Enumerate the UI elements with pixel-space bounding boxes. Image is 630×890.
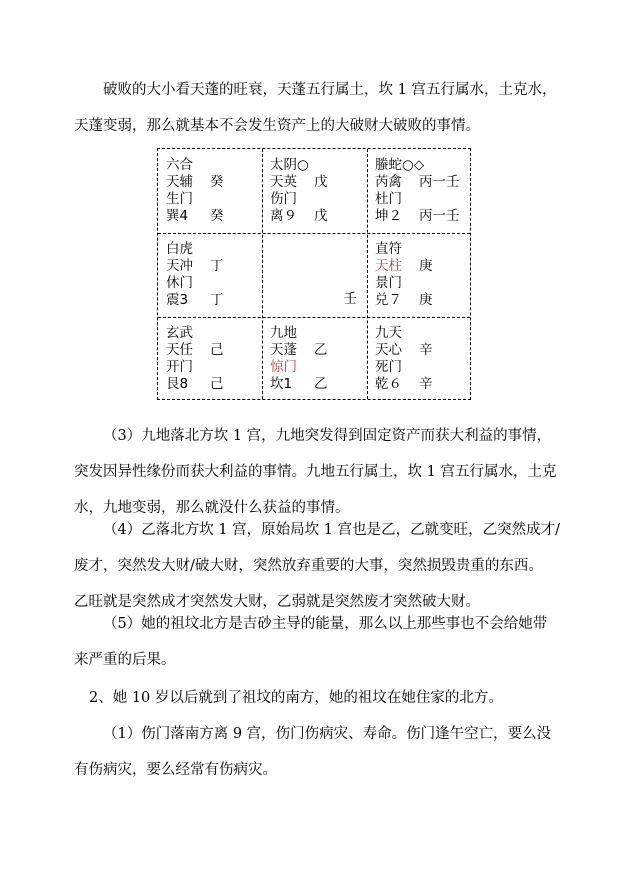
paragraph-5 xyxy=(74,606,570,678)
deity-label: 九天 xyxy=(375,325,402,341)
door-label: 景门 xyxy=(375,275,402,291)
palace-center xyxy=(262,233,367,317)
deity-label: 太阴○ xyxy=(270,157,309,173)
star-label: 天任 xyxy=(166,342,193,358)
s2p1-line-1: （1）伤门落南方离 9 宫，伤门伤病灾、寿命。伤门逢午空亡，要么没 xyxy=(103,726,552,742)
door-label-highlight: 惊门 xyxy=(270,359,297,375)
palace-label: 震3 xyxy=(166,292,189,308)
stem-label: 戊 xyxy=(314,174,328,190)
palace-qian-6 xyxy=(375,325,479,409)
door-label: 开门 xyxy=(166,359,193,375)
palace-li-9 xyxy=(270,157,374,241)
s2-line-1: 2、她 10 岁以后就到了祖坟的南方，她的祖坟在她住家的北方。 xyxy=(89,690,503,706)
paragraph-3 xyxy=(74,418,570,526)
p3-line-3: 水，九地变弱，那么就没什么获益的事情。 xyxy=(74,500,350,516)
stem-label: 癸 xyxy=(210,174,224,190)
palace-kan-1 xyxy=(270,325,374,409)
star-label: 天冲 xyxy=(166,258,193,274)
star-label: 芮禽 xyxy=(375,174,402,190)
stem-label: 丁 xyxy=(210,292,224,308)
p4-line-3: 乙旺就是突然成才突然发大财，乙弱就是突然废才突然破大财。 xyxy=(74,594,480,610)
deity-label: 直符 xyxy=(375,241,402,257)
p3-line-1: （3）九地落北方坎 1 宫，九地突发得到固定资产而获大利益的事情， xyxy=(103,428,552,444)
p3-line-2: 突发因异性缘份而获大利益的事情。九地五行属土，坎 1 宫五行属水，土克 xyxy=(74,464,557,480)
star-label: 天辅 xyxy=(166,174,193,190)
stem-label: 戊 xyxy=(314,208,328,224)
intro-line-2: 天蓬变弱，那么就基本不会发生资产上的大破财大破败的事情。 xyxy=(74,118,480,134)
door-label: 杜门 xyxy=(375,191,402,207)
door-label: 生门 xyxy=(166,191,193,207)
palace-zhen-3 xyxy=(166,241,270,325)
palace-gen-8 xyxy=(166,325,270,409)
palace-kun-2 xyxy=(375,157,479,241)
palace-label: 离９ xyxy=(270,208,297,224)
palace-label: 坤２ xyxy=(375,208,402,224)
stem-label: 己 xyxy=(210,376,224,392)
stem-label: 庚 xyxy=(419,292,433,308)
stem-label: 丙一壬 xyxy=(419,208,460,224)
s2p1-line-2: 有伤病灾，要么经常有伤病灾。 xyxy=(74,762,277,778)
star-label: 天心 xyxy=(375,342,402,358)
palace-xun-4 xyxy=(166,157,270,241)
intro-line-1: 破败的大小看天蓬的旺衰，天蓬五行属土，坎 1 宫五行属水，土克水， xyxy=(103,82,557,98)
p5-line-1: （5）她的祖坟北方是吉砂主导的能量，那么以上那些事也不会给她带 xyxy=(103,616,548,632)
star-label-highlight: 天柱 xyxy=(375,258,402,274)
palace-label: 艮8 xyxy=(166,376,189,392)
center-stem-label: 壬 xyxy=(343,291,357,307)
qimen-grid xyxy=(157,148,471,400)
stem-label: 丙一壬 xyxy=(419,174,460,190)
palace-label: 兑７ xyxy=(375,292,402,308)
star-label: 天蓬 xyxy=(270,342,297,358)
stem-label: 癸 xyxy=(210,208,224,224)
palace-label: 巽4 xyxy=(166,208,189,224)
deity-label: 玄武 xyxy=(166,325,193,341)
paragraph-4 xyxy=(74,512,570,620)
section-2-paragraph-1 xyxy=(74,716,570,788)
door-label: 伤门 xyxy=(270,191,297,207)
intro-paragraph xyxy=(74,72,570,144)
palace-dui-7 xyxy=(375,241,479,325)
palace-label: 坎1 xyxy=(270,376,293,392)
deity-label: 白虎 xyxy=(166,241,193,257)
star-label: 天英 xyxy=(270,174,297,190)
p4-line-2: 废才，突然发大财/破大财，突然放弃重要的大事，突然损毁贵重的东西。 xyxy=(74,558,543,574)
stem-label: 辛 xyxy=(419,342,433,358)
p5-line-2: 来严重的后果。 xyxy=(74,652,176,668)
palace-label: 乾６ xyxy=(375,376,402,392)
door-label: 死门 xyxy=(375,359,402,375)
stem-label: 乙 xyxy=(314,376,328,392)
deity-label: 螣蛇○◇ xyxy=(375,157,425,173)
stem-label: 庚 xyxy=(419,258,433,274)
deity-label: 九地 xyxy=(270,325,297,341)
stem-label: 辛 xyxy=(419,376,433,392)
deity-label: 六合 xyxy=(166,157,193,173)
stem-label: 己 xyxy=(210,342,224,358)
stem-label: 乙 xyxy=(314,342,328,358)
p4-line-1: （4）乙落北方坎 1 宫，原始局坎 1 宫也是乙，乙就变旺，乙突然成才/ xyxy=(103,522,560,538)
door-label: 休门 xyxy=(166,275,193,291)
stem-label: 丁 xyxy=(210,258,224,274)
section-2-heading xyxy=(74,680,570,716)
